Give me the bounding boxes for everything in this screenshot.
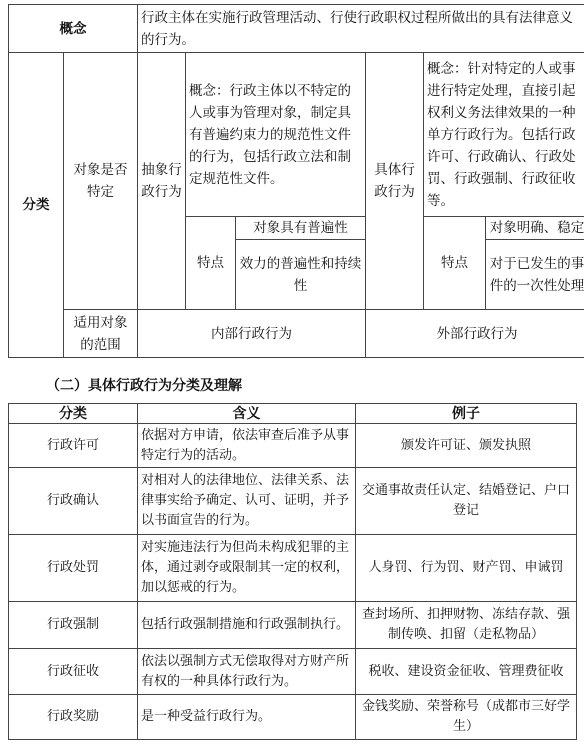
table-row [9, 649, 577, 695]
table-row [9, 535, 577, 602]
administrative-act-table [8, 4, 584, 358]
row-meaning: 对实施违法行为但尚未构成犯罪的主体，通过剥夺或限制其一定的权利，加以惩戒的行为。 [138, 535, 356, 602]
row-category: 行政许可 [9, 424, 138, 468]
row-example: 税收、建设资金征收、管理费征收 [356, 649, 577, 695]
table-row [9, 695, 577, 740]
column-header-meaning: 含义 [138, 404, 356, 424]
row-meaning: 对相对人的法律地位、法律关系、法律事实给予确定、认可、证明，并予以书面宣告的行为。 [138, 468, 356, 535]
abstract-act-concept: 概念：行政主体以不特定的人或事为管理对象，制定具有普遍约束力的规范性文件的行为，包括行政立法和制定规范性文件。 [186, 53, 366, 217]
table-row [9, 424, 577, 468]
specific-feature-item: 对象明确、稳定 [486, 217, 584, 240]
row-example: 交通事故责任认定、结婚登记、户口登记 [356, 468, 577, 535]
row-meaning: 包括行政强制措施和行政强制执行。 [138, 602, 356, 649]
row-meaning: 依法以强制方式无偿取得对方财产所有权的一种具体行政行为。 [138, 649, 356, 695]
abstract-act-label: 抽象行政行为 [138, 53, 186, 310]
specific-feature-item: 对于已发生的事件的一次性处理 [486, 240, 584, 310]
scope-label: 适用对象的范围 [64, 310, 138, 358]
row-meaning: 是一种受益行政行为。 [138, 695, 356, 740]
section-heading: （二）具体行政行为分类及理解 [46, 378, 242, 394]
row-category: 行政强制 [9, 602, 138, 649]
concept-label: 概念 [9, 5, 138, 53]
table-row [9, 468, 577, 535]
abstract-feature-item: 对象具有普遍性 [236, 217, 366, 240]
row-example: 查封场所、扣押财物、冻结存款、强制传唤、扣留（走私物品） [356, 602, 577, 649]
row-category: 行政征收 [9, 649, 138, 695]
row-category: 行政确认 [9, 468, 138, 535]
specific-act-label: 具体行政行为 [366, 53, 424, 310]
specific-act-classification-table [8, 403, 577, 740]
classification-label: 分类 [9, 53, 64, 358]
row-category: 行政奖励 [9, 695, 138, 740]
row-example: 颁发许可证、颁发执照 [356, 424, 577, 468]
abstract-feature-item: 效力的普遍性和持续性 [236, 240, 366, 310]
scope-specific: 外部行政行为 [366, 310, 584, 358]
row-meaning: 依据对方申请，依法审查后准予从事特定行为的活动。 [138, 424, 356, 468]
column-header-example: 例子 [356, 404, 577, 424]
table-row [9, 602, 577, 649]
row-category: 行政处罚 [9, 535, 138, 602]
abstract-features-label: 特点 [186, 217, 236, 310]
specific-features-label: 特点 [424, 217, 486, 310]
scope-abstract: 内部行政行为 [138, 310, 366, 358]
specific-act-concept: 概念：针对特定的人或事进行特定处理，直接引起权利义务法律效果的一种单方行政行为。包括行政许可、行政确认、行政处罚、行政强制、行政征收等。 [424, 53, 584, 217]
concept-text: 行政主体在实施行政管理活动、行使行政职权过程所做出的具有法律意义的行为。 [138, 5, 584, 53]
by-object-label: 对象是否特定 [64, 53, 138, 310]
row-example: 金钱奖励、荣誉称号（成都市三好学生） [356, 695, 577, 740]
column-header-category: 分类 [9, 404, 138, 424]
row-example: 人身罚、行为罚、财产罚、申诫罚 [356, 535, 577, 602]
